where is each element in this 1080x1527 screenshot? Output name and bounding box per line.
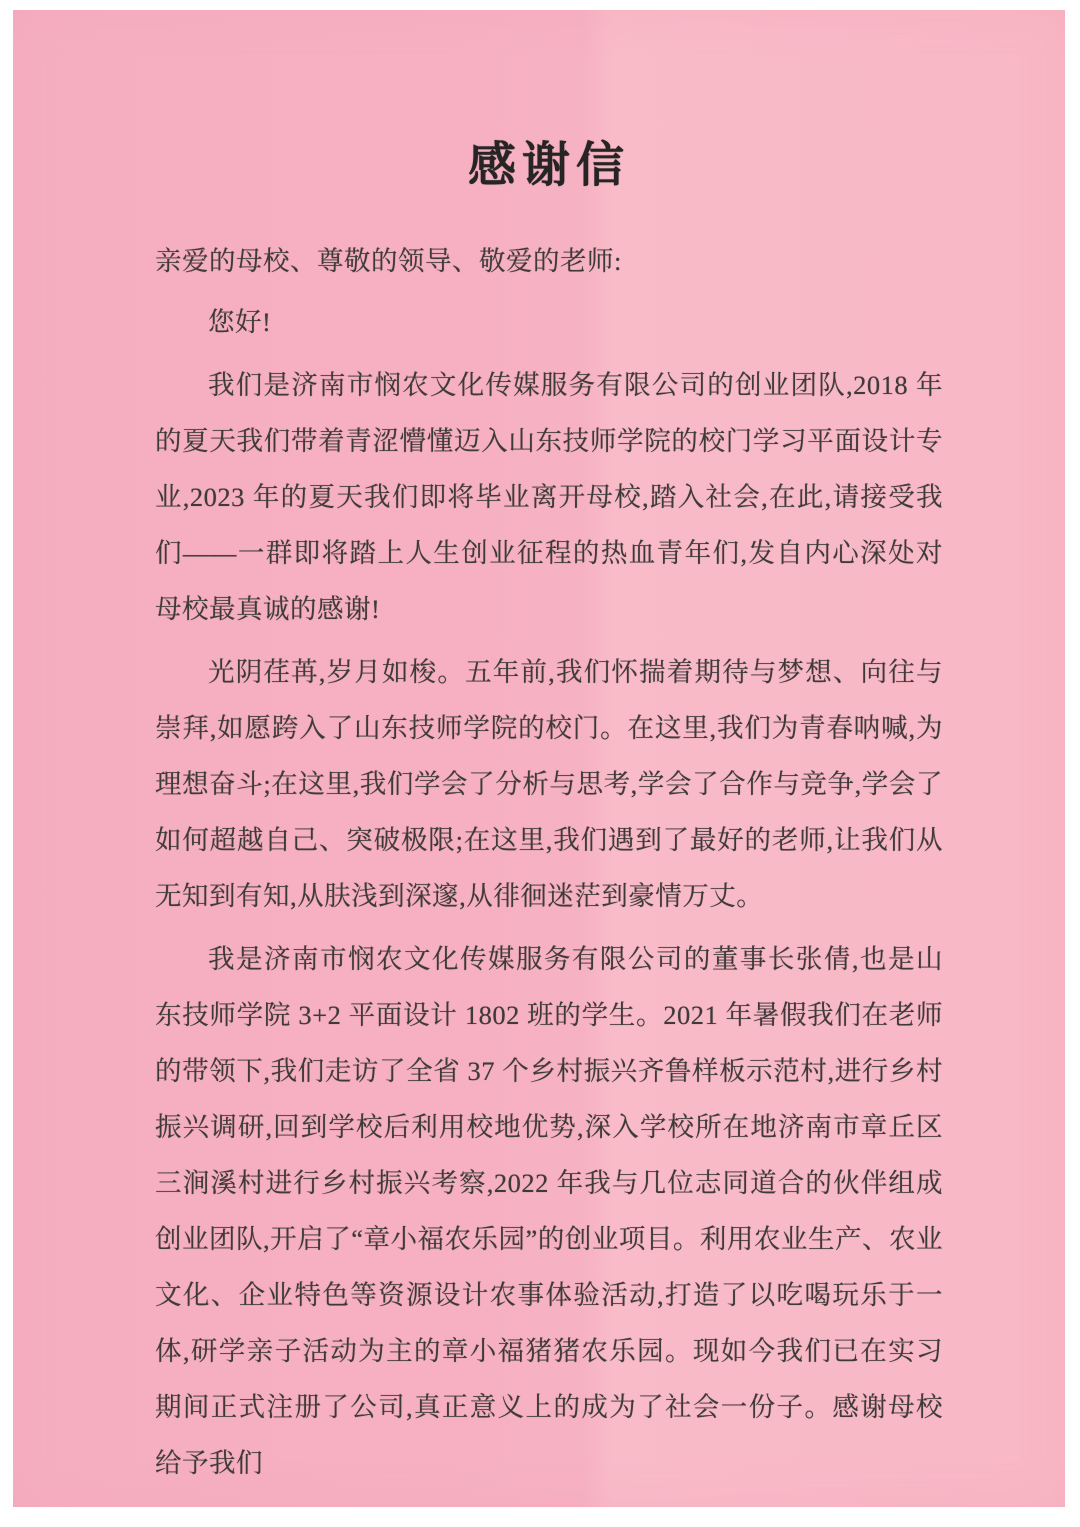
greeting-line: 您好! bbox=[208, 307, 272, 337]
pink-letter-page bbox=[13, 10, 1065, 1507]
paragraph-memories: 光阴荏苒,岁月如梭。五年前,我们怀揣着期待与梦想、向往与崇拜,如愿跨入了山东技师学院的校门。在这里,我们为青春呐喊,为理想奋斗;在这里,我们学会了分析与思考,学会了合作与竞争,学会了如何超越自己、突破极限;在这里,我们遇到了最好的老师,让我们从无知到有知,从肤浅到深邃,从徘徊迷茫到豪情万丈。 bbox=[155, 657, 943, 911]
paragraph-startup-story: 我是济南市悯农文化传媒服务有限公司的董事长张倩,也是山东技师学院 3+2 平面设计 1802 班的学生。2021 年暑假我们在老师的带领下,我们走访了全省 37 个乡村振兴齐鲁样板示范村,进行乡村振兴调研,回到学校后利用校地优势,深入学校所在地济南市章丘区三涧溪村进行乡村振兴考察,2022 年我与几位志同道合的伙伴组成创业团队,开启了“章小福农乐园”的创业项目。利用农业生产、农业文化、企业特色等资源设计农事体验活动,打造了以吃喝玩乐于一体,研学亲子活动为主的章小福猪猪农乐园。现如今我们已在实习期间正式注册了公司,真正意义上的成为了社会一份子。感谢母校给予我们 bbox=[155, 944, 943, 1478]
salutation-line: 亲爱的母校、尊敬的领导、敬爱的老师: bbox=[155, 246, 622, 276]
letter-title: 感谢信 bbox=[467, 139, 630, 192]
paragraph-intro: 我们是济南市悯农文化传媒服务有限公司的创业团队,2018 年的夏天我们带着青涩懵懂迈入山东技师学院的校门学习平面设计专业,2023 年的夏天我们即将毕业离开母校,踏入社会,在此,请接受我们——一群即将踏上人生创业征程的热血青年们,发自内心深处对母校最真诚的感谢! bbox=[155, 370, 943, 624]
letter-content bbox=[155, 10, 943, 1491]
